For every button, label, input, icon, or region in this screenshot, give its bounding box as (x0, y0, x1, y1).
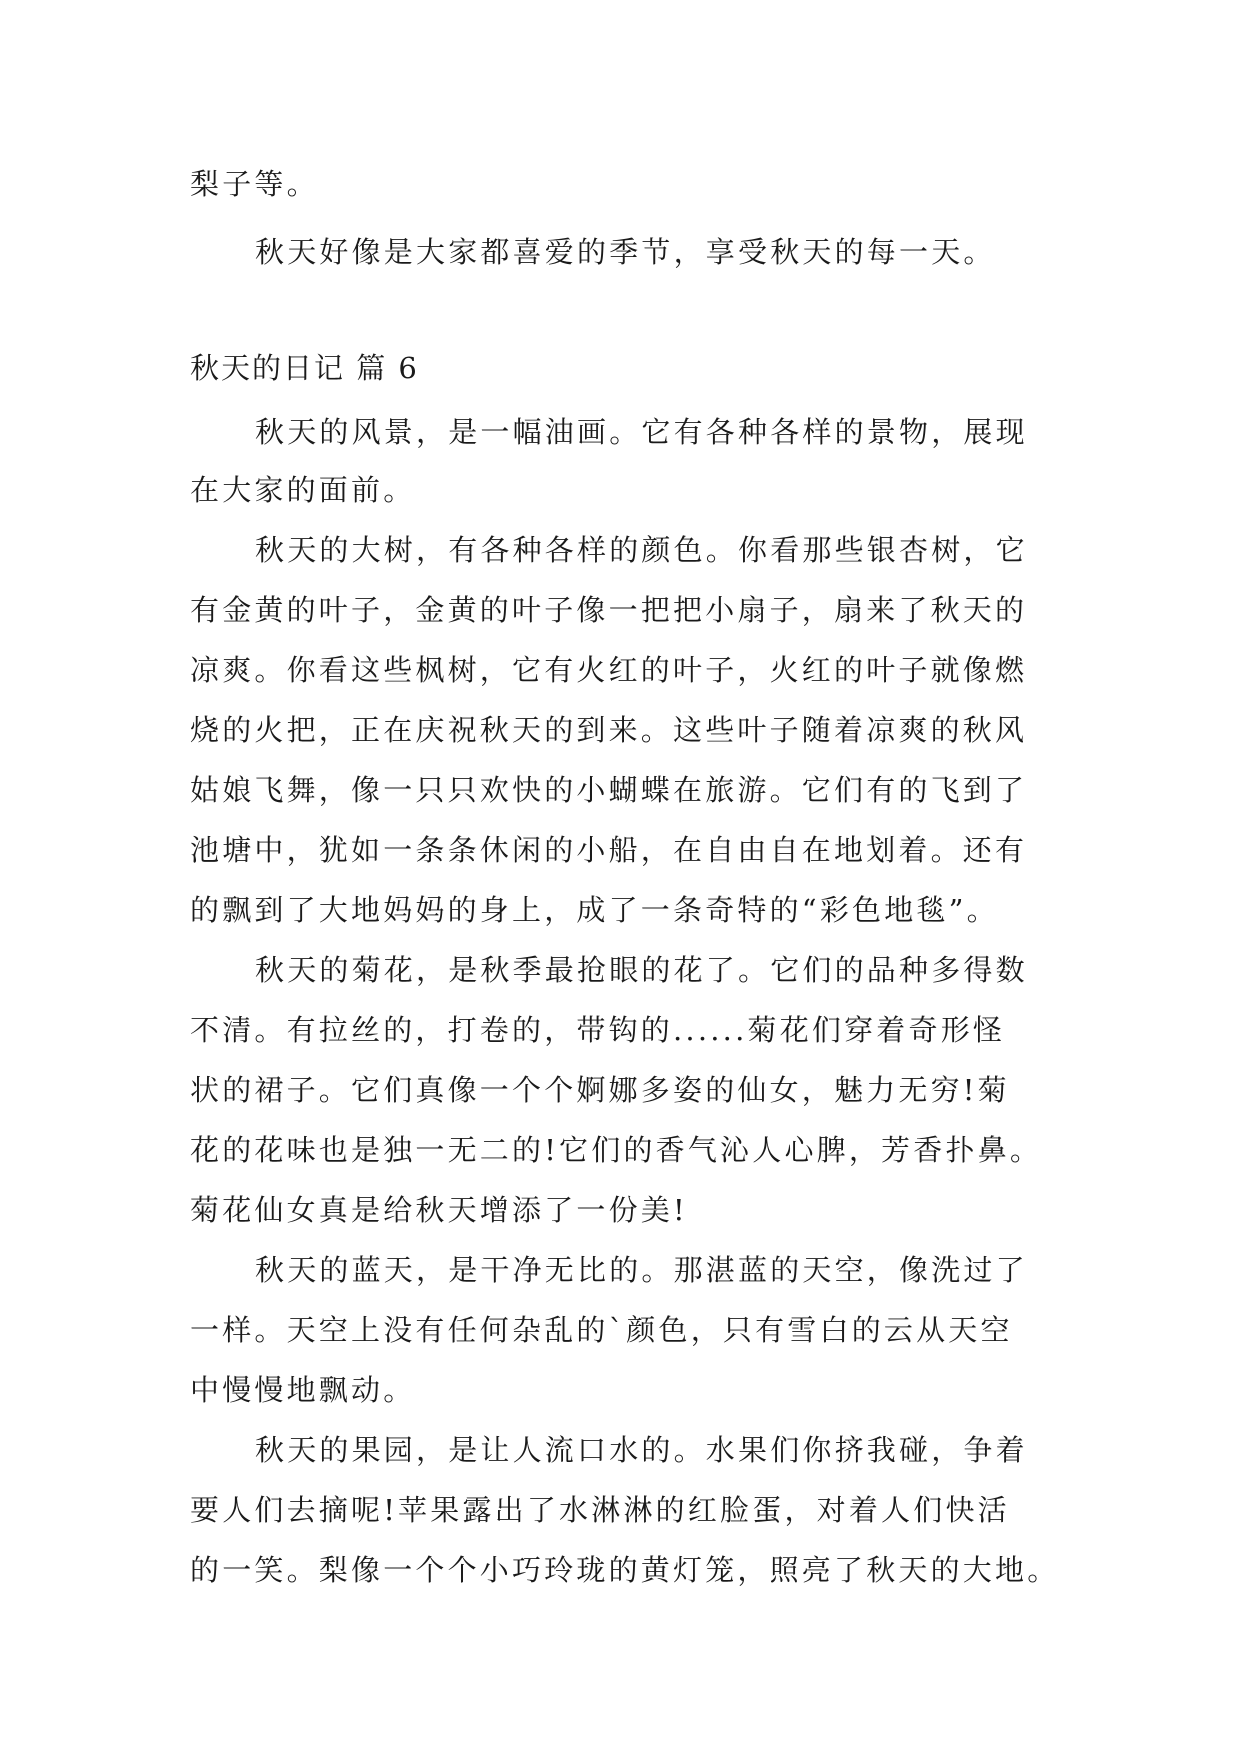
text-line: 的飘到了大地妈妈的身上，成了一条奇特的“彩色地毯”。 (190, 893, 999, 927)
section-heading: 秋天的日记 篇 6 (190, 351, 419, 385)
text-line: 花的花味也是独一无二的!它们的香气沁人心脾，芳香扑鼻。 (190, 1133, 1043, 1167)
text-line: 池塘中，犹如一条条休闲的小船，在自由自在地划着。还有 (190, 833, 1028, 867)
paragraph-start: 秋天好像是大家都喜爱的季节，享受秋天的每一天。 (255, 235, 996, 269)
text-line: 的一笑。梨像一个个小巧玲珑的黄灯笼，照亮了秋天的大地。 (190, 1553, 1060, 1587)
paragraph-start: 秋天的菊花，是秋季最抢眼的花了。它们的品种多得数 (255, 953, 1028, 987)
text-line: 凉爽。你看这些枫树，它有火红的叶子，火红的叶子就像燃 (190, 653, 1028, 687)
text-line: 姑娘飞舞，像一只只欢快的小蝴蝶在旅游。它们有的飞到了 (190, 773, 1028, 807)
text-line: 一样。天空上没有任何杂乱的`颜色，只有雪白的云从天空 (190, 1313, 1013, 1347)
text-line: 梨子等。 (190, 167, 319, 201)
text-line: 菊花仙女真是给秋天增添了一份美! (190, 1193, 688, 1227)
paragraph-start: 秋天的果园，是让人流口水的。水果们你挤我碰，争着 (255, 1433, 1028, 1467)
text-line: 中慢慢地飘动。 (190, 1373, 416, 1407)
text-line: 有金黄的叶子，金黄的叶子像一把把小扇子，扇来了秋天的 (190, 593, 1028, 627)
text-line: 烧的火把，正在庆祝秋天的到来。这些叶子随着凉爽的秋风 (190, 713, 1028, 747)
text-line: 状的裙子。它们真像一个个婀娜多姿的仙女，魅力无穷!菊 (190, 1073, 1010, 1107)
text-line: 不清。有拉丝的，打卷的，带钩的......菊花们穿着奇形怪 (190, 1013, 1006, 1047)
paragraph-start: 秋天的大树，有各种各样的颜色。你看那些银杏树，它 (255, 533, 1028, 567)
text-line: 要人们去摘呢!苹果露出了水淋淋的红脸蛋，对着人们快活 (190, 1493, 1010, 1527)
paragraph-start: 秋天的蓝天，是干净无比的。那湛蓝的天空，像洗过了 (255, 1253, 1028, 1287)
text-line: 在大家的面前。 (190, 473, 416, 507)
paragraph-start: 秋天的风景，是一幅油画。它有各种各样的景物，展现 (255, 415, 1028, 449)
